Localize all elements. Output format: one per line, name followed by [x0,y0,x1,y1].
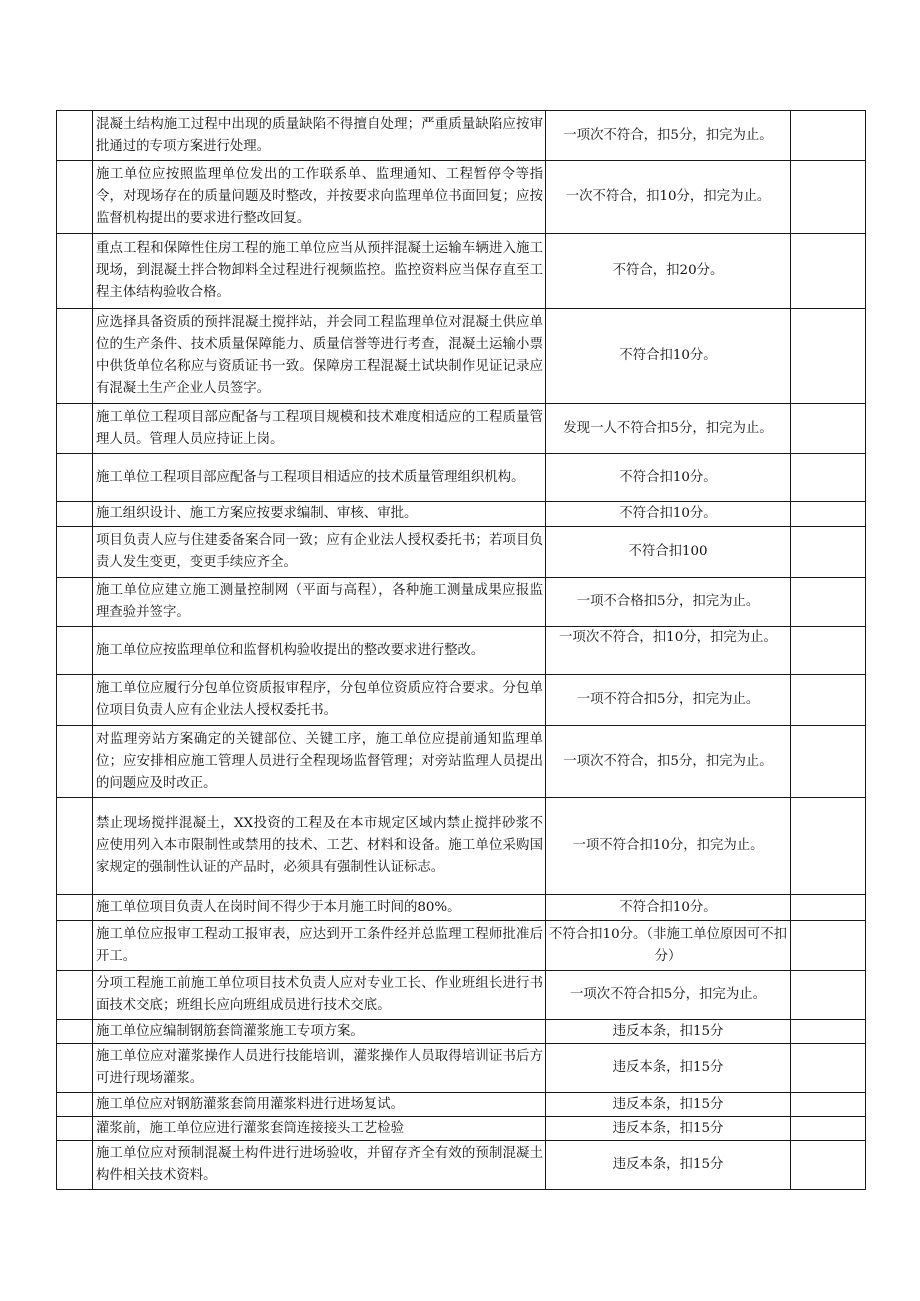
deduction-text: 不符合扣10分。（非施工单位原因可不扣分） [549,926,787,964]
deduction-text: 一项次不符合扣5分，扣完为止。 [570,987,766,1002]
deduction-text: 一次不符合，扣10分，扣完为止。 [565,189,771,204]
requirement-cell [93,627,546,675]
deduction-text: 违反本条，扣15分 [612,1157,724,1172]
requirement-text: 混凝土结构施工过程中出现的质量缺陷不得擅自处理；严重质量缺陷应按审批通过的专项方案进行处理。 [96,116,543,154]
remarks-cell [791,971,866,1020]
remarks-cell [791,578,866,627]
table-row [57,1020,866,1044]
index-cell [57,1141,93,1190]
index-cell [57,1020,93,1044]
remarks-cell [791,1093,866,1117]
requirement-text: 分项工程施工前施工单位项目技术负责人应对专业工长、作业班组长进行书面技术交底；班组长应向班组成员进行技术交底。 [96,976,543,1013]
requirement-cell [93,921,546,971]
table-row [57,111,866,161]
deduction-cell [546,1044,791,1093]
table-row [57,971,866,1020]
index-cell [57,1093,93,1117]
index-cell [57,675,93,726]
requirement-text: 施工单位应建立施工测量控制网（平面与高程），各种施工测量成果应报监理查验并签字。 [96,583,543,620]
requirement-text: 施工单位应对预制混凝土构件进行进场验收，并留存齐全有效的预制混凝土构件相关技术资料。 [96,1146,543,1183]
index-cell [57,798,93,895]
table-row [57,527,866,578]
remarks-cell [791,404,866,454]
deduction-cell [546,404,791,454]
inspection-table [56,110,866,1190]
requirement-text: 应选择具备资质的预拌混凝土搅拌站，并会同工程监理单位对混凝土供应单位的生产条件、技术质量保障能力、质量信誉等进行考查，混凝土运输小票中供货单位名称应与资质证书一致。保障房工程混凝土试块制作见证记录应有混凝土生产企业人员签字。 [96,315,543,396]
deduction-text: 不符合，扣20分。 [612,263,724,278]
table-row [57,1117,866,1141]
deduction-cell [546,971,791,1020]
requirement-cell [93,502,546,527]
deduction-text: 一项次不符合，扣5分，扣完为止。 [563,753,773,769]
deduction-text: 不符合扣100 [628,544,708,559]
index-cell [57,111,93,161]
index-cell [57,726,93,798]
requirement-text: 施工单位应报审工程动工报审表，应达到开工条件经并总监理工程师批准后开工。 [96,926,543,964]
deduction-text: 不符合扣10分。 [619,348,717,363]
remarks-cell [791,527,866,578]
deduction-text: 违反本条，扣15分 [612,1096,724,1112]
remarks-cell [791,1044,866,1093]
requirement-cell [93,161,546,234]
remarks-cell [791,1020,866,1044]
deduction-cell [546,798,791,895]
deduction-text: 违反本条，扣15分 [612,1023,724,1039]
deduction-cell [546,726,791,798]
requirement-text: 施工单位应按监理单位和监督机构验收提出的整改要求进行整改。 [96,642,485,658]
index-cell [57,1117,93,1141]
remarks-cell [791,675,866,726]
requirement-cell [93,1093,546,1117]
requirement-cell [93,309,546,404]
deduction-text: 一项不合格扣5分，扣完为止。 [576,594,760,609]
deduction-text: 发现一人不符合扣5分，扣完为止。 [563,420,773,436]
deduction-cell [546,1020,791,1044]
deduction-cell [546,454,791,502]
deduction-text: 一项不符合扣10分，扣完为止。 [572,838,764,853]
requirement-cell [93,675,546,726]
index-cell [57,161,93,234]
index-cell [57,309,93,404]
requirement-cell [93,1044,546,1093]
index-cell [57,627,93,675]
index-cell [57,234,93,309]
remarks-cell [791,1117,866,1141]
deduction-cell [546,895,791,921]
deduction-text: 一项次不符合，扣10分，扣完为止。 [559,630,777,645]
requirement-text: 施工单位应履行分包单位资质报审程序，分包单位资质应符合要求。分包单位项目负责人应有企业法人授权委托书。 [96,681,543,718]
requirement-cell [93,454,546,502]
remarks-cell [791,1141,866,1190]
remarks-cell [791,895,866,921]
deduction-cell [546,921,791,971]
requirement-cell [93,971,546,1020]
requirement-text: 项目负责人应与住建委备案合同一致；应有企业法人授权委托书；若项目负责人发生变更，变更手续应齐全。 [96,533,543,570]
requirement-text: 施工单位工程项目部应配备与工程项目规模和技术难度相适应的工程质量管理人员。管理人员应持证上岗。 [96,409,543,447]
requirement-cell [93,578,546,627]
index-cell [57,1044,93,1093]
table-row [57,404,866,454]
index-cell [57,404,93,454]
requirement-text: 施工单位应对钢筋灌浆套筒用灌浆料进行进场复试。 [96,1096,404,1112]
requirement-cell [93,1020,546,1044]
requirement-cell [93,111,546,161]
requirement-cell [93,404,546,454]
table-row [57,726,866,798]
requirement-cell [93,527,546,578]
table-row [57,921,866,971]
requirement-cell [93,1117,546,1141]
requirement-cell [93,798,546,895]
requirement-cell [93,895,546,921]
deduction-text: 不符合扣10分。 [619,506,717,521]
requirement-text: 灌浆前，施工单位应进行灌浆套筒连接接头工艺检验 [96,1120,404,1136]
requirement-cell [93,234,546,309]
deduction-cell [546,527,791,578]
table-row [57,454,866,502]
deduction-text: 违反本条，扣15分 [612,1120,724,1136]
table-row [57,798,866,895]
remarks-cell [791,726,866,798]
table-row [57,502,866,527]
remarks-cell [791,161,866,234]
deduction-cell [546,578,791,627]
deduction-cell [546,161,791,234]
index-cell [57,502,93,527]
remarks-cell [791,309,866,404]
requirement-text: 施工单位应按照监理单位发出的工作联系单、监理通知、工程暂停令等指令，对现场存在的质量问题及时整改，并按要求向监理单位书面回复；应按监督机构提出的要求进行整改回复。 [96,167,543,226]
remarks-cell [791,798,866,895]
remarks-cell [791,454,866,502]
requirement-text: 施工单位项目负责人在岗时间不得少于本月施工时间的80%。 [96,899,461,915]
requirement-text: 施工组织设计、施工方案应按要求编制、审核、审批。 [96,506,418,521]
table-row [57,309,866,404]
remarks-cell [791,627,866,675]
deduction-cell [546,675,791,726]
index-cell [57,578,93,627]
deduction-cell [546,627,791,675]
index-cell [57,895,93,921]
requirement-cell [93,1141,546,1190]
deduction-cell [546,502,791,527]
deduction-text: 违反本条，扣15分 [612,1060,724,1075]
deduction-text: 不符合扣10分。 [619,899,717,915]
requirement-text: 重点工程和保障性住房工程的施工单位应当从预拌混凝土运输车辆进入施工现场，到混凝土拌合物卸料全过程进行视频监控。监控资料应当保存直至工程主体结构验收合格。 [96,241,543,300]
requirement-text: 施工单位应对灌浆操作人员进行技能培训，灌浆操作人员取得培训证书后方可进行现场灌浆。 [96,1049,543,1086]
deduction-cell [546,1117,791,1141]
table-row [57,675,866,726]
requirement-text: 施工单位应编制钢筋套筒灌浆施工专项方案。 [96,1023,364,1039]
inspection-sheet [56,110,863,1190]
deduction-cell [546,309,791,404]
index-cell [57,527,93,578]
deduction-text: 一项不符合扣5分，扣完为止。 [576,692,760,707]
table-row [57,895,866,921]
table-row [57,627,866,675]
table-row [57,161,866,234]
remarks-cell [791,111,866,161]
remarks-cell [791,234,866,309]
deduction-cell [546,1141,791,1190]
deduction-cell [546,1093,791,1117]
remarks-cell [791,502,866,527]
deduction-text: 不符合扣10分。 [619,469,717,485]
index-cell [57,921,93,971]
requirement-text: 对监理旁站方案确定的关键部位、关键工序，施工单位应提前通知监理单位；应安排相应施工管理人员进行全程现场监督管理；对旁站监理人员提出的问题应及时改正。 [96,731,543,791]
requirement-text: 施工单位工程项目部应配备与工程项目相适应的技术质量管理组织机构。 [96,469,525,485]
table-row [57,1044,866,1093]
deduction-cell [546,111,791,161]
table-row [57,578,866,627]
requirement-cell [93,726,546,798]
index-cell [57,454,93,502]
deduction-text: 一项次不符合，扣5分，扣完为止。 [563,127,773,143]
remarks-cell [791,921,866,971]
deduction-cell [546,234,791,309]
requirement-text: 禁止现场搅拌混凝土，XX投资的工程及在本市规定区域内禁止搅拌砂浆不应使用列入本市限制性或禁用的技术、工艺、材料和设备。施工单位采购国家规定的强制性认证的产品时，必须具有强制性认证标志。 [96,816,543,875]
table-row [57,1141,866,1190]
table-row [57,1093,866,1117]
index-cell [57,971,93,1020]
table-row [57,234,866,309]
